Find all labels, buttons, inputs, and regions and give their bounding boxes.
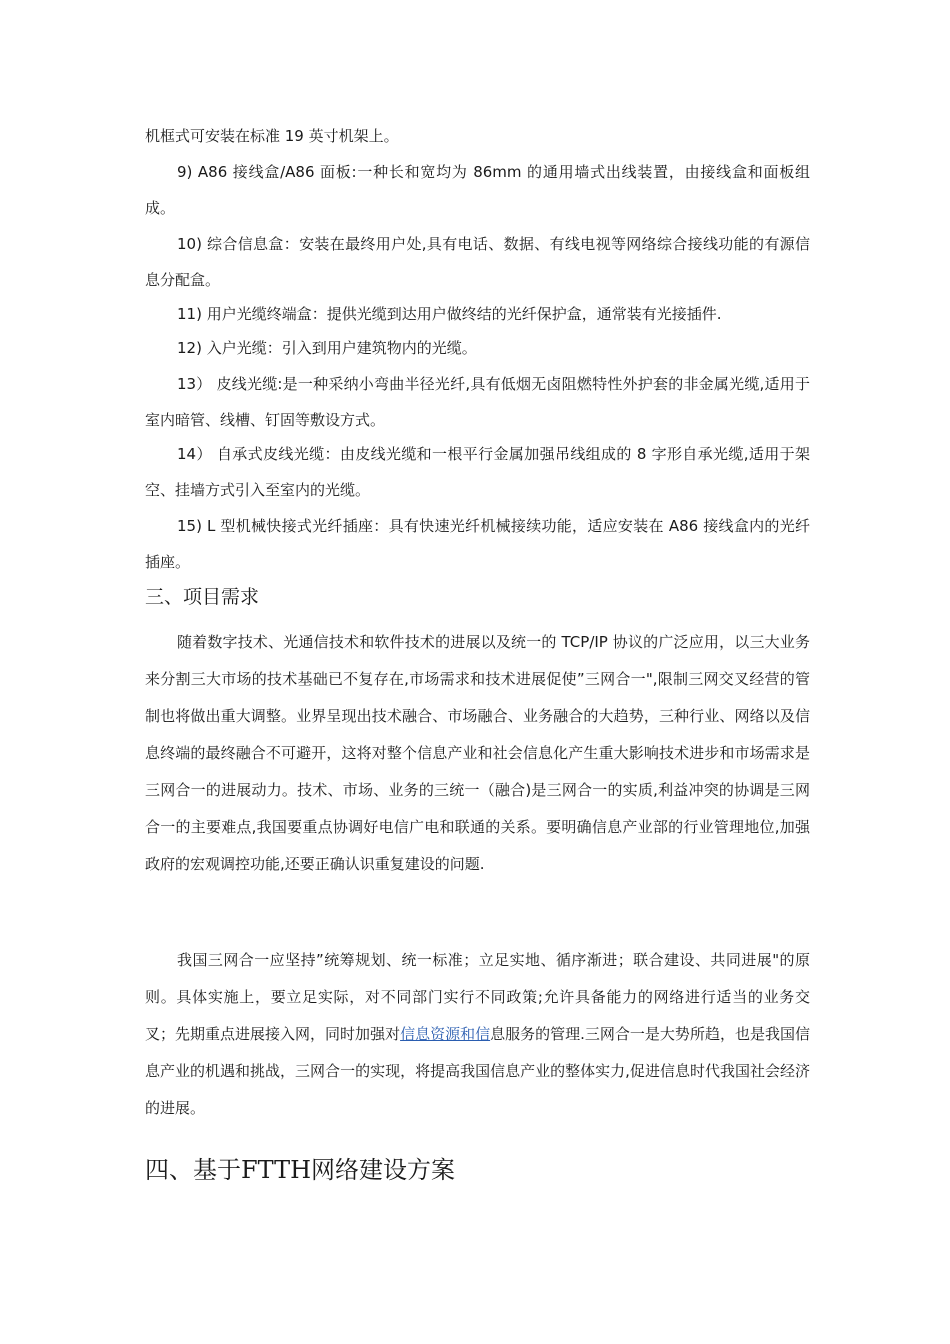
section-3-paragraph-1: 随着数字技术、光通信技术和软件技术的进展以及统一的 TCP/IP 协议的广泛应用，以三大业务来分割三大市场的技术基础已不复存在,市场需求和技术进展促使”三网合一",限制三网交叉经营的管制也将做出重大调整。业界呈现出技术融合、市场融合、业务融合的大趋势，三种行业、网络以及信息终端的最终融合不可避开，这将对整个信息产业和社会信息化产生重大影响技术进步和市场需求是三网合一的进展动力。技术、市场、业务的三统一（融合)是三网合一的实质,利益冲突的协调是三网合一的主要难点,我国要重点协调好电信广电和联通的关系。要明确信息产业部的行业管理地位,加强政府的宏观调控功能,还要正确认识重复建设的问题. <box>145 633 810 873</box>
paragraph-rack-mount: 机框式可安装在标准 19 英寸机架上。 <box>145 127 399 145</box>
paragraph-item-15: 15) L 型机械快接式光纤插座：具有快速光纤机械接续功能，适应安装在 A86 接线盒内的光纤插座。 <box>145 517 810 571</box>
section-3-paragraph-2 <box>145 942 810 1127</box>
paragraph-item-10: 10) 综合信息盒：安装在最终用户处,具有电话、数据、有线电视等网络综合接线功能的有源信息分配盒。 <box>145 235 810 289</box>
paragraph-item-12: 12) 入户光缆：引入到用户建筑物内的光缆。 <box>177 339 477 357</box>
paragraph-item-13: 13） 皮线光缆:是一种采纳小弯曲半径光纤,具有低烟无卤阻燃特性外护套的非金属光缆,适用于室内暗管、线槽、钉固等敷设方式。 <box>145 375 810 429</box>
info-resource-link[interactable]: 信息资源和信 <box>400 1025 491 1043</box>
section-3-heading: 三、项目需求 <box>145 586 260 608</box>
paragraph-item-14: 14） 自承式皮线光缆：由皮线光缆和一根平行金属加强吊线组成的 8 字形自承光缆,适用于架空、挂墙方式引入至室内的光缆。 <box>145 445 810 499</box>
paragraph-2-text-after: 息服务的管理.三网合一是大势所趋，也是我国信息产业的机遇和挑战，三网合一的实现，将提高我国信息产业的整体实力,促进信息时代我国社会经济的进展。 <box>145 1025 810 1117</box>
paragraph-item-9: 9) A86 接线盒/A86 面板:一种长和宽均为 86mm 的通用墙式出线装置，由接线盒和面板组成。 <box>145 163 810 217</box>
paragraph-2-text-before: 我国三网合一应坚持”统筹规划、统一标准；立足实地、循序渐进；联合建设、共同进展"的原则。具体实施上，要立足实际，对不同部门实行不同政策;允许具备能力的网络进行适当的业务交叉；先期重点进展接入网，同时加强对 <box>145 951 810 1043</box>
paragraph-item-11: 11) 用户光缆终端盒：提供光缆到达用户做终结的光纤保护盒，通常装有光接插件. <box>177 305 722 323</box>
section-4-heading: 四、基于FTTH网络建设方案 <box>145 1156 456 1184</box>
